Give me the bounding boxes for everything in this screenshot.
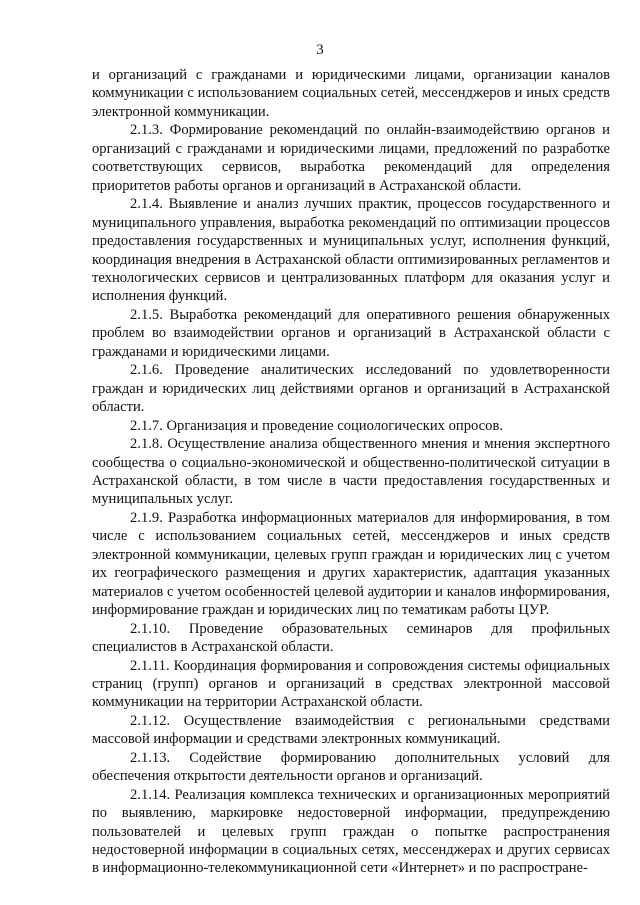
paragraph-2-1-14: 2.1.14. Реализация комплекса технических и организационных мероприятий по выявлению, маркировке недостоверной информации, предупреждению пользователей и целевых групп граждан о попытке распространения недостоверной информации в социальных сетях, мессенджерах и других сервисах в информационно-телекоммуникационной сети «Интернет» и по распростране-: [92, 786, 610, 877]
document-body: [92, 66, 610, 878]
paragraph-2-1-12: 2.1.12. Осуществление взаимодействия с региональными средствами массовой информации и средствами электронных коммуникаций.: [92, 712, 610, 748]
paragraph-2-1-7: 2.1.7. Организация и проведение социологических опросов.: [130, 417, 503, 434]
paragraph-2-1-13: 2.1.13. Содействие формированию дополнительных условий для обеспечения открытости деятельности органов и организаций.: [92, 749, 610, 785]
paragraph-2-1-10: 2.1.10. Проведение образовательных семинаров для профильных специалистов в Астраханской области.: [92, 620, 610, 656]
paragraph-2-1-4: 2.1.4. Выявление и анализ лучших практик, процессов государственного и муниципального управления, выработка рекомендаций по оптимизации процессов предоставления государственных и муниципальных услуг, исполнения функций, координация внедрения в Астраханской области оптимизированных регламентов и технологических сервисов и централизованных платформ для оказания услуг и исполнения функций.: [92, 196, 610, 305]
paragraph-2-1-8: 2.1.8. Осуществление анализа общественного мнения и мнения экспертного сообщества о социально-экономической и общественно-политической ситуации в Астраханской области, в том числе в части предоставления государственных и муниципальных услуг.: [92, 436, 610, 508]
paragraph-2-1-6: 2.1.6. Проведение аналитических исследований по удовлетворенности граждан и юридических лиц действиями органов и организаций в Астраханской области.: [92, 362, 610, 416]
paragraph-2-1-5: 2.1.5. Выработка рекомендаций для оперативного решения обнаруженных проблем во взаимодействии органов и организаций в Астраханской области с гражданами и юридическими лицами.: [92, 306, 610, 360]
paragraph-2-1-9: 2.1.9. Разработка информационных материалов для информирования, в том числе с использованием социальных сетей, мессенджеров и иных средств электронной коммуникации, целевых групп граждан и юридических лиц с учетом их географического размещения и других характеристик, адаптация указанных материалов с учетом особенностей целевой аудитории и каналов информирования, информирование граждан и юридических лиц по тематикам работы ЦУР.: [92, 509, 610, 619]
page-number: 3: [316, 42, 324, 58]
paragraph-2-1-11: 2.1.11. Координация формирования и сопровождения системы официальных страниц (групп) органов и организаций в средствах электронной массовой коммуникации на территории Астраханской области.: [92, 657, 610, 711]
paragraph-2-1-3: 2.1.3. Формирование рекомендаций по онлайн-взаимодействию органов и организаций с гражданами и юридическими лицами, предложений по разработке соответствующих сервисов, выработка рекомендаций для определения приоритетов работы органов и организаций в Астраханской области.: [92, 122, 610, 194]
paragraph-continuation: и организаций с гражданами и юридическими лицами, организации каналов коммуникации с использованием социальных сетей, мессенджеров и иных средств электронной коммуникации.: [92, 67, 610, 120]
